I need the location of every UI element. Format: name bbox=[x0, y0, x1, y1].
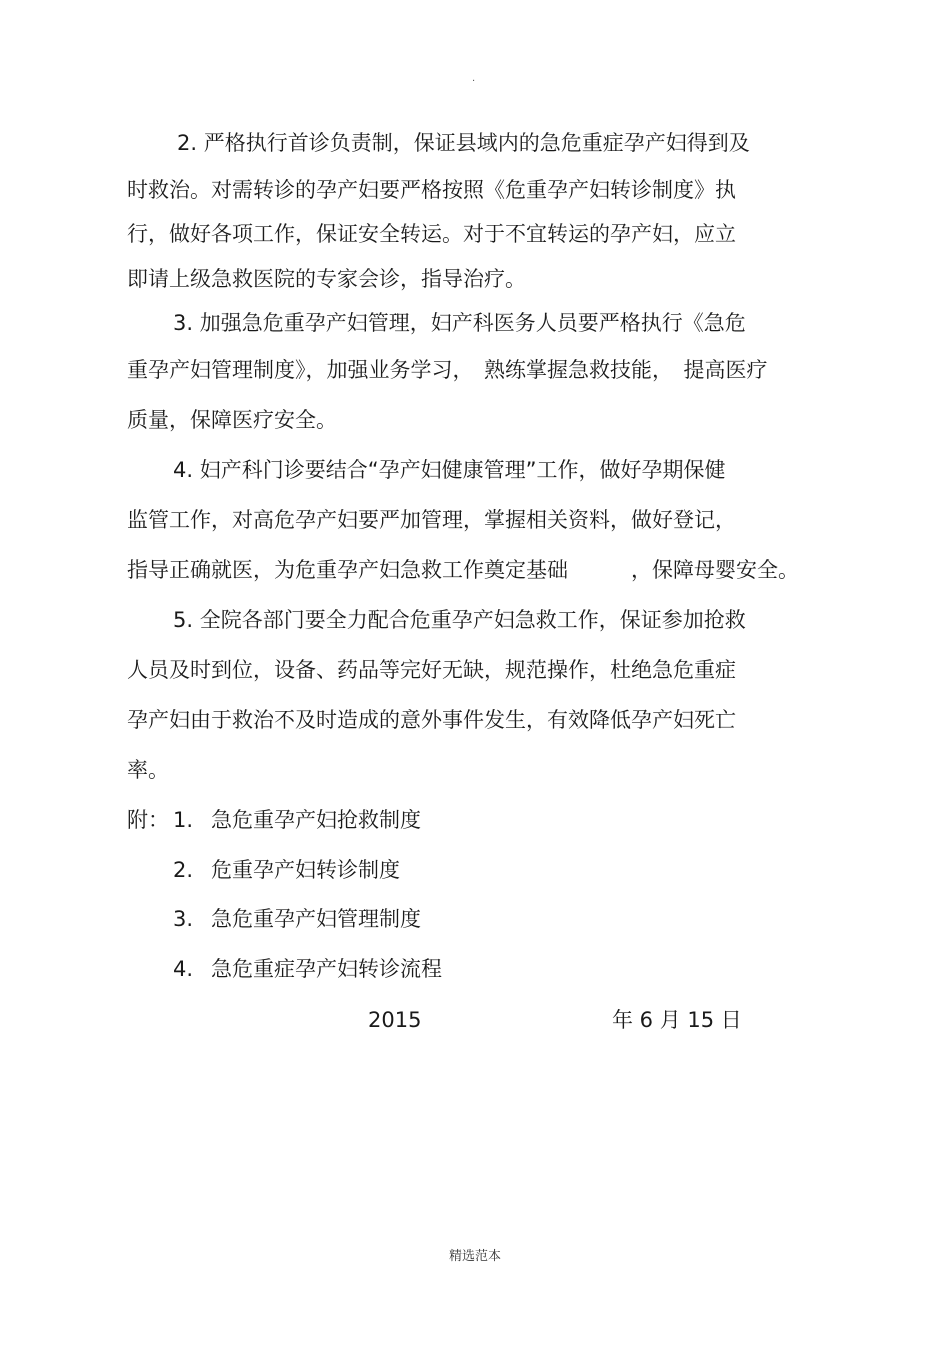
date-year: 2015 bbox=[368, 1008, 422, 1032]
paragraph-2-line-3: 行，做好各项工作，保证安全转运。对于不宜转运的孕产妇，应立 bbox=[127, 222, 736, 246]
date-month-day: 年 6 月 15 日 bbox=[612, 1008, 742, 1032]
paragraph-5-line-3: 孕产妇由于救治不及时造成的意外事件发生，有效降低孕产妇死亡 bbox=[127, 708, 736, 732]
paragraph-3-line-1: 3. 加强急危重孕产妇管理，妇产科医务人员要严格执行《急危 bbox=[173, 311, 746, 335]
paragraph-5-line-4: 率。 bbox=[127, 758, 169, 782]
attachment-2-number: 2. bbox=[173, 858, 194, 882]
paragraph-4-line-3: 指导正确就医，为危重孕产妇急救工作奠定基础 ，保障母婴安全。 bbox=[127, 558, 799, 582]
paragraph-4-line-1: 4. 妇产科门诊要结合“孕产妇健康管理”工作，做好孕期保健 bbox=[173, 458, 726, 482]
paragraph-4-line-2: 监管工作，对高危孕产妇要严加管理，掌握相关资料，做好登记， bbox=[127, 508, 736, 532]
attachment-1-title: 急危重孕产妇抢救制度 bbox=[211, 808, 421, 832]
paragraph-5-line-2: 人员及时到位，设备、药品等完好无缺，规范操作，杜绝急危重症 bbox=[127, 658, 736, 682]
attachments-label: 附： bbox=[127, 808, 169, 832]
paragraph-5-line-1: 5. 全院各部门要全力配合危重孕产妇急救工作，保证参加抢救 bbox=[173, 608, 746, 632]
attachment-1-number: 1. bbox=[173, 808, 194, 832]
paragraph-2-line-4: 即请上级急救医院的专家会诊，指导治疗。 bbox=[127, 267, 526, 291]
paragraph-3-line-3: 质量，保障医疗安全。 bbox=[127, 408, 337, 432]
paragraph-2-line-2: 时救治。对需转诊的孕产妇要严格按照《危重孕产妇转诊制度》执 bbox=[127, 178, 736, 202]
attachment-4-number: 4. bbox=[173, 957, 194, 981]
header-dot: . bbox=[472, 73, 476, 84]
attachment-4-title: 急危重症孕产妇转诊流程 bbox=[211, 957, 442, 981]
attachment-2-title: 危重孕产妇转诊制度 bbox=[211, 858, 400, 882]
attachment-3-number: 3. bbox=[173, 907, 194, 931]
attachment-3-title: 急危重孕产妇管理制度 bbox=[211, 907, 421, 931]
footer-label: 精选范本 bbox=[448, 1249, 501, 1264]
paragraph-2-line-1: 2. 严格执行首诊负责制，保证县域内的急危重症孕产妇得到及 bbox=[177, 131, 750, 155]
paragraph-3-line-2: 重孕产妇管理制度》，加强业务学习， 熟练掌握急救技能， 提高医疗 bbox=[127, 358, 768, 382]
